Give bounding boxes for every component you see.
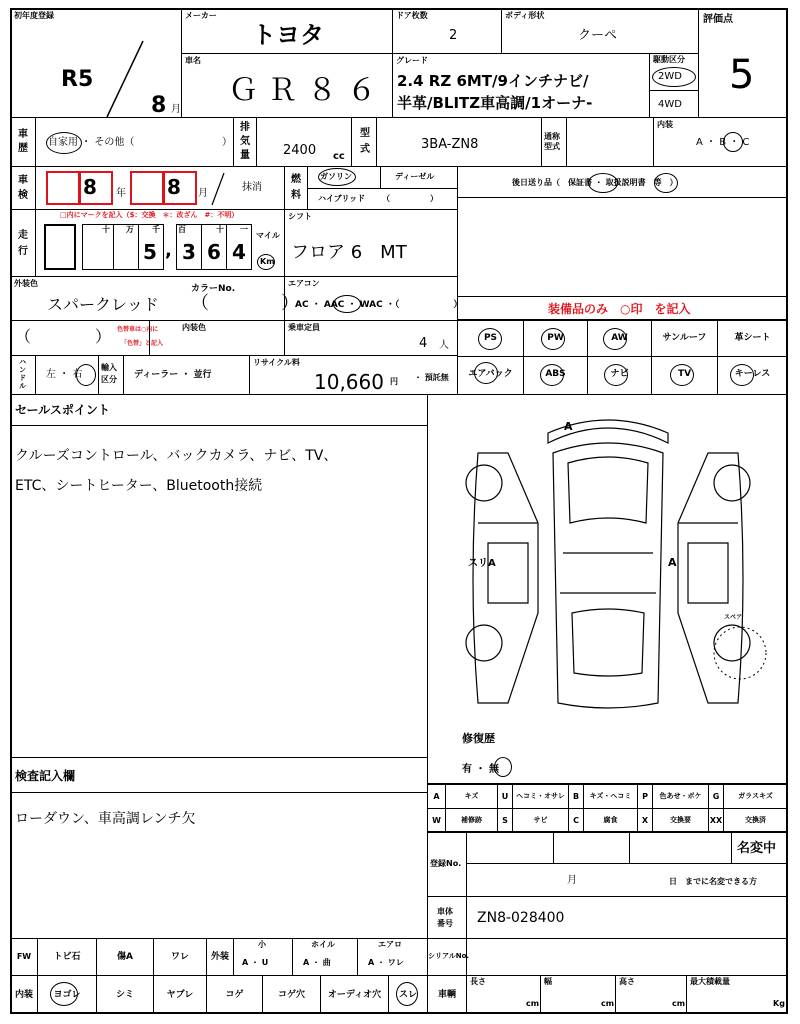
- fuel-hybrid: ハイブリッド: [318, 194, 366, 203]
- interior-color-cell: [149, 320, 285, 356]
- drive-label: 駆動区分: [653, 55, 685, 64]
- color-change-open: （: [15, 327, 32, 346]
- dimension-cell: [615, 975, 687, 1014]
- legend-desc: 交換済: [745, 816, 766, 824]
- legend-cell: [583, 808, 638, 833]
- grade-score-value: 5: [729, 52, 755, 98]
- grade-score-label: 評価点: [703, 14, 733, 25]
- equipment-circle: [541, 328, 565, 350]
- spare-tire: [710, 623, 770, 683]
- divider: [10, 792, 428, 793]
- legend-cell: [497, 784, 513, 809]
- recycle-value: 10,660: [314, 370, 384, 394]
- legend-cell: [708, 808, 724, 833]
- legend-code: XX: [709, 816, 723, 825]
- legend-desc: 補修跡: [461, 816, 482, 824]
- drive-2wd: 2WD: [658, 71, 682, 82]
- sales-line2: ETC、シートヒーター、Bluetooth接続: [15, 478, 263, 494]
- fuel-other: （ ）: [382, 194, 438, 203]
- fw-item-text: 傷A: [117, 952, 133, 962]
- legend-cell: [637, 808, 653, 833]
- ext-wheel-label: ホイル: [311, 940, 335, 949]
- ext-small-label: 小: [258, 940, 266, 949]
- legend-code: G: [712, 792, 720, 801]
- handle-value: 左 ・ 右: [46, 369, 83, 380]
- legend-cell: [568, 784, 584, 809]
- interior-grade-cell: [653, 117, 788, 167]
- legend-code: P: [642, 792, 648, 801]
- vin-label-cell: [427, 896, 467, 939]
- divider: [649, 90, 699, 91]
- car-name-value: Ｇ Ｒ ８ ６: [228, 73, 377, 108]
- dimension-unit: cm: [526, 999, 540, 1008]
- interior-item: [206, 975, 263, 1014]
- equipment-circle: [604, 364, 628, 386]
- mileage-km: Km: [260, 257, 275, 266]
- legend-cell: [512, 808, 569, 833]
- history-close: ）: [222, 137, 232, 148]
- registration-label: 登録No.: [430, 859, 462, 868]
- first-reg-label: 初年度登録: [14, 11, 54, 20]
- insp-month: 8: [167, 175, 181, 199]
- insp-year: 8: [83, 175, 97, 199]
- interior-item-text: シミ: [115, 990, 134, 1000]
- interior-item-text: コゲ: [225, 990, 244, 1000]
- shift-label: シフト: [288, 212, 312, 221]
- grade-cell: [392, 53, 650, 118]
- equipment-circle: [730, 364, 754, 386]
- divider: [731, 831, 732, 864]
- registration-date-cell: [466, 863, 788, 897]
- legend-desc: ガラスキズ: [738, 792, 773, 800]
- car-name-label: 車名: [185, 56, 201, 65]
- fw-item: [37, 938, 97, 976]
- fuel-diesel: ディーゼル: [395, 172, 435, 181]
- registration-day-note: 日 までに名変できる方: [669, 877, 757, 886]
- mileage-digit4: 4: [232, 240, 246, 264]
- legend-cell: [652, 808, 709, 833]
- equipment-label: TV: [677, 369, 692, 379]
- import-value: ディーラー ・ 並行: [134, 370, 212, 380]
- equipment-label: エアバック: [468, 369, 513, 379]
- slash-mark-2: [208, 171, 228, 207]
- common-model-label: 通称型式: [544, 132, 560, 151]
- interior-color-label: 内装色: [182, 323, 206, 332]
- common-model-cell: [566, 117, 654, 167]
- dimension-cell: [540, 975, 616, 1014]
- equipment-circle: [474, 362, 498, 384]
- capacity-label: 乗車定員: [288, 323, 320, 332]
- ext-aero: [357, 938, 428, 976]
- model-label-cell: [351, 117, 377, 167]
- dimension-label: 長さ: [470, 977, 486, 986]
- docs-circle1: [588, 173, 618, 193]
- fw-label: [10, 938, 38, 976]
- mileage-note: □内にマークを記入（$：交換 ＊：改ざん #：不明）: [60, 211, 239, 219]
- mileage-label-cell: [10, 209, 36, 277]
- vin-cell: [466, 896, 788, 939]
- equipment-circle: [670, 364, 694, 386]
- color-no-label: カラーNo.: [191, 284, 236, 294]
- ext-wheel: [292, 938, 358, 976]
- color-change-cell: [10, 320, 164, 356]
- docs-circle2: [654, 173, 678, 193]
- first-registration-cell: [10, 8, 182, 118]
- serial-label: [427, 938, 470, 976]
- unit-thousand: 千: [152, 225, 160, 234]
- capacity-unit: 人: [439, 340, 449, 351]
- legend-code: B: [572, 792, 580, 801]
- unit-hundred: 百: [178, 225, 186, 234]
- mileage-comma: ,: [165, 240, 172, 261]
- serial-cell: [466, 938, 788, 976]
- registration-month: 月: [567, 875, 577, 886]
- dimension-unit: cm: [601, 999, 615, 1008]
- dimension-unit: Kg: [773, 999, 785, 1008]
- capacity-value: 4: [419, 336, 428, 351]
- first-reg-era: R5: [61, 67, 94, 92]
- sales-title: セールスポイント: [15, 403, 110, 417]
- drive-circle: [652, 67, 696, 87]
- equipment-circle: [603, 328, 627, 350]
- repair-value: 有 ・ 無: [462, 764, 499, 775]
- recycle-unit: 円: [390, 377, 398, 386]
- maker-label: メーカー: [185, 11, 217, 20]
- month-unit-2: 月: [198, 188, 208, 199]
- shift-cell: [284, 209, 458, 277]
- docs-value: 後日送り品（ 保証書 ・ 取扱説明書 等 ）: [512, 178, 678, 187]
- displacement-unit: cc: [333, 151, 345, 162]
- unit-one: 一: [240, 225, 248, 234]
- unit-ten-man: 十: [102, 225, 110, 234]
- sales-line1: クルーズコントロール、バックカメラ、ナビ、TV、: [15, 448, 338, 464]
- interior-item-text: ヤブレ: [166, 990, 194, 1000]
- recycle-cell: [249, 355, 458, 395]
- interior-item-text: ヨゴレ: [53, 990, 81, 1000]
- displacement-cell: [256, 117, 352, 167]
- mileage-mark-box: [44, 224, 76, 270]
- legend-desc: キズ・ヘコミ: [589, 792, 632, 800]
- history-value: 自家用 ・ その他（: [48, 137, 135, 148]
- doors-cell: [392, 8, 502, 54]
- import-label: 輸入区分: [101, 363, 117, 384]
- insp-year-box1: [46, 171, 80, 205]
- equipment-label: 革シート: [734, 333, 771, 343]
- drive-4wd: 4WD: [658, 99, 682, 110]
- interior-label-text: 内装: [14, 990, 33, 1000]
- equipment-label: ナビ: [610, 369, 629, 379]
- color-no-paren: （ ）: [191, 293, 299, 314]
- legend-code: C: [573, 816, 579, 825]
- inspection-label: 車検: [18, 175, 28, 201]
- slash-mark: [101, 39, 151, 119]
- aircon-label: エアコン: [288, 279, 320, 288]
- dimension-cell: [466, 975, 541, 1014]
- import-cell: [123, 355, 250, 395]
- inspection-notes-title: 検査記入欄: [15, 769, 76, 783]
- mileage-cell: [35, 209, 285, 277]
- dimension-cell: [686, 975, 788, 1014]
- grade-line2: 半革/BLITZ車高調/1オーナ-: [397, 94, 593, 112]
- color-change-close: ）: [95, 327, 112, 346]
- fuel-diesel-cell: [380, 166, 458, 189]
- fuel-gasoline: ガソリン: [320, 172, 352, 181]
- legend-desc: キズ: [464, 792, 479, 800]
- common-model-label-cell: [541, 117, 567, 167]
- docs-blank-cell: [457, 197, 788, 297]
- ext-aero-label: エアロ: [378, 940, 402, 949]
- exterior-color-value: スパークレッド: [47, 295, 159, 314]
- legend-code: A: [433, 792, 440, 801]
- maker-value: トヨタ: [252, 21, 324, 49]
- fuel-label-cell: [284, 166, 308, 210]
- legend-desc: サビ: [533, 816, 548, 824]
- mileage-digit2: 3: [182, 240, 196, 264]
- equipment-label: AW: [611, 333, 628, 343]
- legend-cell: [637, 784, 653, 809]
- unit-ten: 十: [216, 225, 224, 234]
- mark-scratch-left: スリA: [468, 558, 496, 569]
- interior-item-text: オーディオ穴: [327, 990, 382, 1000]
- divider: [10, 425, 428, 426]
- interior-grade-circle: [723, 132, 743, 152]
- name-change-label: 名変中: [737, 841, 777, 856]
- equipment-circle: [540, 364, 564, 386]
- equipment-label: PS: [483, 333, 498, 343]
- handle-label-cell: [10, 355, 36, 395]
- mileage-mile: マイル: [256, 231, 280, 240]
- ext-aero-value: A ・ ワレ: [368, 958, 404, 967]
- recycle-label: リサイクル料: [253, 358, 300, 367]
- interior-circle: [396, 982, 418, 1006]
- handle-cell: [35, 355, 99, 395]
- grade-line1: 2.4 RZ 6MT/9インチナビ/: [397, 72, 589, 90]
- legend-desc: 交換要: [670, 816, 691, 824]
- history-label-cell: [10, 117, 36, 167]
- grade-label: グレード: [396, 56, 428, 65]
- km-circle: [257, 254, 275, 270]
- car-diagram-box: [427, 394, 788, 784]
- mark-a-right: A: [668, 556, 677, 569]
- fw-item: [96, 938, 154, 976]
- divider: [553, 831, 554, 864]
- history-label: 車歴: [18, 129, 28, 154]
- frame-label-text: 車輌: [437, 990, 456, 1000]
- fuel-label: 燃料: [291, 174, 301, 201]
- aircon-value: AC ・ AAC ・ WAC ・（ ）: [295, 300, 463, 310]
- model-cell: [376, 117, 542, 167]
- doors-value: 2: [449, 28, 458, 43]
- aircon-cell: [284, 276, 463, 321]
- grade-score-cell: [698, 8, 788, 118]
- year-unit: 年: [116, 188, 126, 199]
- legend-desc: 腐食: [603, 816, 618, 824]
- legend-code: S: [502, 816, 508, 825]
- legend-cell: [497, 808, 513, 833]
- legend-cell: [512, 784, 569, 809]
- legend-cell: [427, 784, 446, 809]
- interior-item: [153, 975, 207, 1014]
- legend-cell: [708, 784, 724, 809]
- recycle-deposit: ・ 預託無: [414, 373, 449, 382]
- docs-cell: [457, 166, 788, 198]
- legend-desc: 色あせ・ボケ: [659, 792, 702, 800]
- mileage-digit3: 6: [207, 240, 221, 264]
- body-cell: [501, 8, 699, 54]
- registration-cell: [466, 831, 788, 864]
- handle-label: ハンドル: [19, 358, 26, 390]
- body-value: クーペ: [578, 28, 618, 43]
- inspection-notes-text: ローダウン、車高調レンチ欠: [15, 811, 196, 827]
- equipment-cell: [651, 320, 718, 357]
- maker-cell: [181, 8, 393, 54]
- displacement-label: 排気量: [240, 122, 250, 161]
- fuel-gasoline-cell: [307, 166, 381, 189]
- ext-wheel-value: A ・ 曲: [303, 958, 331, 967]
- mileage-digit1: 5: [143, 240, 157, 264]
- equipment-circle: [478, 328, 502, 350]
- interior-circle: [50, 982, 78, 1006]
- equipment-label: ABS: [545, 369, 566, 379]
- sales-point-box: [10, 394, 428, 758]
- dimension-label: 最大積載量: [690, 977, 730, 986]
- legend-code: X: [641, 816, 649, 825]
- interior-item: [320, 975, 389, 1014]
- legend-cell: [445, 808, 498, 833]
- exterior-label-text: 外装: [210, 952, 229, 962]
- equipment-label: サンルーフ: [662, 333, 707, 343]
- fuel-hybrid-cell: [307, 188, 458, 210]
- capacity-cell: [284, 320, 458, 356]
- body-label: ボディ形状: [505, 11, 545, 20]
- first-reg-month: 8: [151, 93, 167, 118]
- exterior-label: [206, 938, 234, 976]
- legend-cell: [445, 784, 498, 809]
- car-name-cell: [181, 53, 393, 118]
- mileage-label: 走行: [18, 230, 28, 257]
- legend-code: U: [501, 792, 509, 801]
- frame-label: [427, 975, 467, 1014]
- fw-item: [153, 938, 207, 976]
- repair-circle: [494, 757, 512, 777]
- legend-cell: [427, 808, 446, 833]
- equipment-cell: [717, 320, 788, 357]
- drive-cell: [649, 53, 699, 118]
- displacement-label-cell: [233, 117, 257, 167]
- expired-label: 抹消: [242, 182, 262, 193]
- legend-cell: [723, 808, 788, 833]
- exterior-color-cell: [10, 276, 299, 321]
- displacement-value: 2400: [283, 143, 317, 158]
- equipment-title-cell: [457, 296, 788, 320]
- history-value-cell: [35, 117, 234, 167]
- equipment-label: PW: [547, 333, 564, 343]
- doors-label: ドア枚数: [396, 11, 428, 20]
- vin-label: 車体番号: [437, 907, 453, 928]
- spare-label: スペア: [724, 614, 743, 621]
- fw-item-text: ワレ: [170, 952, 189, 962]
- equipment-title: 装備品のみ ○印 を記入: [548, 302, 691, 316]
- interior-item-text: コゲ穴: [277, 990, 305, 1000]
- legend-cell: [723, 784, 788, 809]
- interior-item-text: スレ: [398, 990, 417, 1000]
- history-circle: [46, 132, 82, 154]
- shift-value: フロア 6 MT: [291, 242, 407, 263]
- fuel-circle: [318, 168, 356, 186]
- inspection-cell: [35, 166, 285, 210]
- interior-item: [96, 975, 154, 1014]
- mark-a-top: A: [564, 420, 573, 433]
- interior-item: [262, 975, 321, 1014]
- legend-cell: [652, 784, 709, 809]
- import-label-cell: [98, 355, 124, 395]
- ext-small: [233, 938, 293, 976]
- equipment-label: キーレス: [734, 369, 771, 379]
- month-unit: 月: [171, 104, 181, 115]
- repair-label: 修復歴: [462, 732, 495, 745]
- fw-item-text: トビ石: [53, 952, 81, 962]
- interior-label: [10, 975, 38, 1014]
- dimension-label: 幅: [544, 977, 552, 986]
- legend-cell: [583, 784, 638, 809]
- handle-circle: [76, 364, 96, 386]
- dimension-label: 高さ: [619, 977, 635, 986]
- color-note1: 色替車は○内に: [117, 326, 159, 333]
- legend-code: W: [432, 816, 441, 825]
- divider: [629, 831, 630, 864]
- fw-label-text: FW: [16, 952, 32, 961]
- aircon-circle: [333, 295, 361, 313]
- legend-desc: ヘコミ・オサレ: [516, 792, 565, 800]
- registration-label-cell: [427, 831, 467, 897]
- interior-grade-label: 内装: [657, 120, 673, 129]
- serial-label-text: シリアルNo.: [428, 952, 470, 960]
- model-label: 型式: [360, 128, 370, 155]
- unit-man: 万: [126, 225, 134, 234]
- color-note2: 「色替」と記入: [121, 340, 164, 347]
- inspection-label-cell: [10, 166, 36, 210]
- vin-value: ZN8-028400: [477, 910, 565, 926]
- dimension-unit: cm: [672, 999, 686, 1008]
- insp-month-box1: [130, 171, 164, 205]
- inspection-notes-box: [10, 757, 428, 939]
- ext-small-value: A ・ U: [242, 958, 269, 967]
- legend-cell: [568, 808, 584, 833]
- exterior-color-label: 外装色: [14, 279, 38, 288]
- interior-grades: A ・ B ・ C: [696, 137, 750, 148]
- model-value: 3BA-ZN8: [421, 137, 479, 152]
